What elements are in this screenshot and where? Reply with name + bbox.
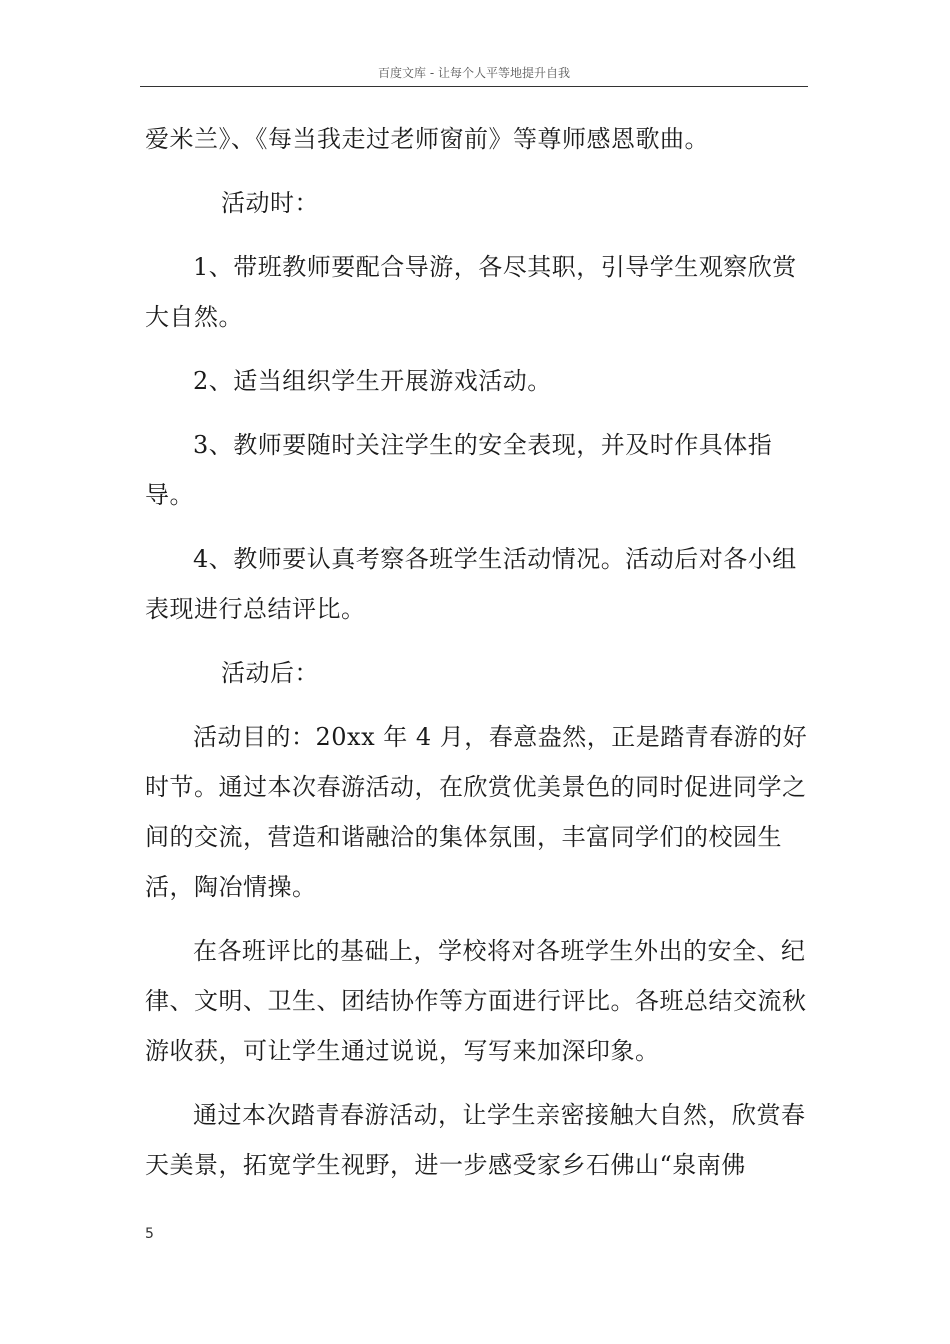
paragraph-evaluation: 在各班评比的基础上，学校将对各班学生外出的安全、纪律、文明、卫生、团结协作等方面进行评比。各班总结交流秋游收获，可让学生通过说说，写写来加深印象。 [145,937,807,1065]
heading-after-activity: 活动后： [221,659,319,687]
page-header [140,64,808,87]
page-number: 5 [145,1226,154,1242]
paragraph-song-list: 爱米兰》、《每当我走过老师窗前》等尊师感恩歌曲。 [145,125,709,153]
list-item-1: 1、带班教师要配合导游，各尽其职，引导学生观察欣赏大自然。 [145,253,797,331]
list-item-4: 4、教师要认真考察各班学生活动情况。活动后对各小组表现进行总结评比。 [145,545,797,623]
paragraph-activity-purpose: 活动目的：20xx 年 4 月，春意盎然，正是踏青春游的好时节。通过本次春游活动，在欣赏优美景色的同时促进同学之间的交流，营造和谐融洽的集体氛围，丰富同学们的校园生活，陶冶情操。 [145,723,808,901]
paragraph-conclusion: 通过本次踏青春游活动，让学生亲密接触大自然，欣赏春天美景，拓宽学生视野，进一步感受家乡石佛山“泉南佛 [145,1101,806,1179]
header-text: 百度文库 - 让每个人平等地提升自我 [378,66,570,80]
list-item-2: 2、适当组织学生开展游戏活动。 [193,367,552,395]
heading-during-activity: 活动时： [221,189,319,217]
document-body [145,114,808,1204]
list-item-3: 3、教师要随时关注学生的安全表现，并及时作具体指导。 [145,431,773,509]
